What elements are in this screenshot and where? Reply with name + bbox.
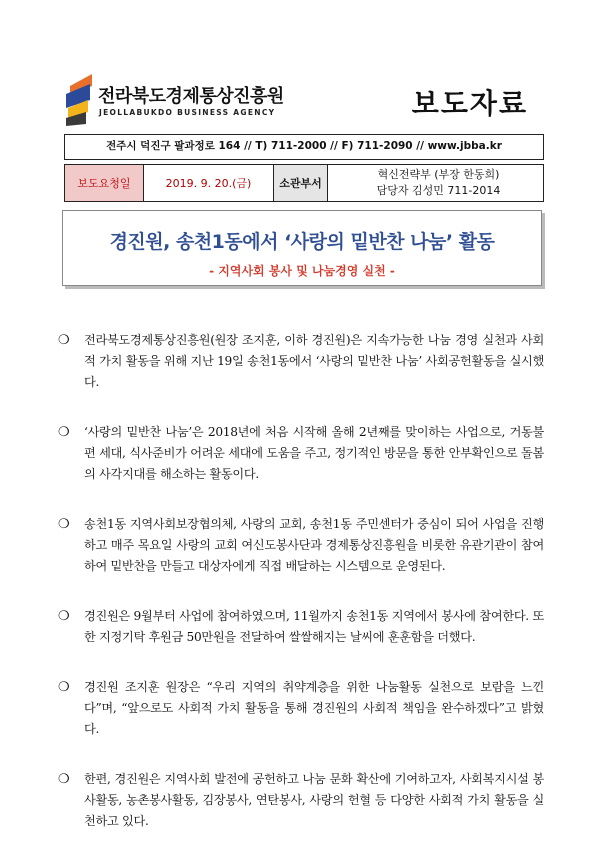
contact-bar: 전주시 덕진구 팔과정로 164 // T) 711-2000 // F) 711-2090 // www.jbba.kr bbox=[64, 134, 544, 160]
circle-bullet-icon: ❍ bbox=[58, 772, 70, 787]
org-name: 전라북도경제통상진흥원 bbox=[98, 86, 284, 107]
request-date-value: 2019. 9. 20.(금) bbox=[143, 165, 273, 201]
department-name: 혁신전략부 (부장 한동희) bbox=[377, 168, 500, 181]
circle-bullet-icon: ❍ bbox=[58, 333, 70, 348]
press-info-table bbox=[64, 164, 544, 202]
paragraph-text: 경진원 조지훈 원장은 “우리 지역의 취약계층을 위한 나눔활동 실천으로 보람을 느낀다”며, “앞으로도 사회적 가치 활동을 통해 경진원의 사회적 책임을 완수하겠다”고 밝혔다. bbox=[84, 680, 544, 736]
headline-subtitle: - 지역사회 봉사 및 나눔경영 실천 - bbox=[209, 264, 395, 278]
department-info bbox=[327, 165, 543, 201]
paragraph bbox=[58, 422, 544, 485]
paragraph-text: 경진원은 9월부터 사업에 참여하였으며, 11월까지 송천1동 지역에서 봉사에 참여한다. 또한 지정기탁 후원금 50만원을 전달하여 쌀쌀해지는 날씨에 훈훈함을 더했다. bbox=[84, 609, 544, 644]
contact-person: 담당자 김성민 711-2014 bbox=[376, 184, 501, 197]
department-label: 소관부서 bbox=[273, 165, 327, 201]
paragraph-text: 송천1동 지역사회보장협의체, 사랑의 교회, 송천1동 주민센터가 중심이 되어 사업을 진행하고 매주 목요일 사랑의 교회 여신도봉사단과 경제통상진흥원을 비롯한 유관기관이 참여하여 밑반찬을 만들고 대상자에게 직접 배달하는 시스템으로 운영된다. bbox=[84, 517, 544, 573]
paragraph bbox=[58, 769, 544, 832]
document-header bbox=[64, 72, 544, 128]
headline-box bbox=[62, 210, 542, 286]
org-name-english: JEOLLABUKDO BUSINESS AGENCY bbox=[99, 108, 276, 117]
circle-bullet-icon: ❍ bbox=[58, 680, 70, 695]
paragraph-text: ‘사랑의 밑반찬 나눔’은 2018년에 처음 시작해 올해 2년째를 맞이하는 사업으로, 거동불편 세대, 식사준비가 어려운 세대에 도움을 주고, 정기적인 방문을 통한 안부확인으로 돌봄의 사각지대를 해소하는 활동이다. bbox=[84, 425, 544, 481]
agency-logo-icon bbox=[64, 72, 94, 126]
circle-bullet-icon: ❍ bbox=[58, 517, 70, 532]
headline-title: 경진원, 송천1동에서 ‘사랑의 밑반찬 나눔’ 활동 bbox=[109, 231, 495, 253]
paragraph-text: 한편, 경진원은 지역사회 발전에 공헌하고 나눔 문화 확산에 기여하고자, 사회복지시설 봉사활동, 농촌봉사활동, 김장봉사, 연탄봉사, 사랑의 헌혈 등 다양한 사회적 가치 활동을 실천하고 있다. bbox=[84, 772, 544, 828]
paragraph bbox=[58, 514, 544, 577]
paragraph bbox=[58, 677, 544, 740]
request-date-label: 보도요청일 bbox=[65, 165, 143, 201]
article-body bbox=[58, 330, 544, 849]
paragraph bbox=[58, 330, 544, 393]
document-type-title: 보도자료 bbox=[411, 87, 528, 120]
circle-bullet-icon: ❍ bbox=[58, 425, 70, 440]
circle-bullet-icon: ❍ bbox=[58, 609, 70, 624]
paragraph-text: 전라북도경제통상진흥원(원장 조지훈, 이하 경진원)은 지속가능한 나눔 경영 실천과 사회적 가치 활동을 위해 지난 19일 송천1동에서 ‘사랑의 밑반찬 나눔’ 사회공헌활동을 실시했다. bbox=[84, 333, 544, 389]
paragraph bbox=[58, 606, 544, 648]
